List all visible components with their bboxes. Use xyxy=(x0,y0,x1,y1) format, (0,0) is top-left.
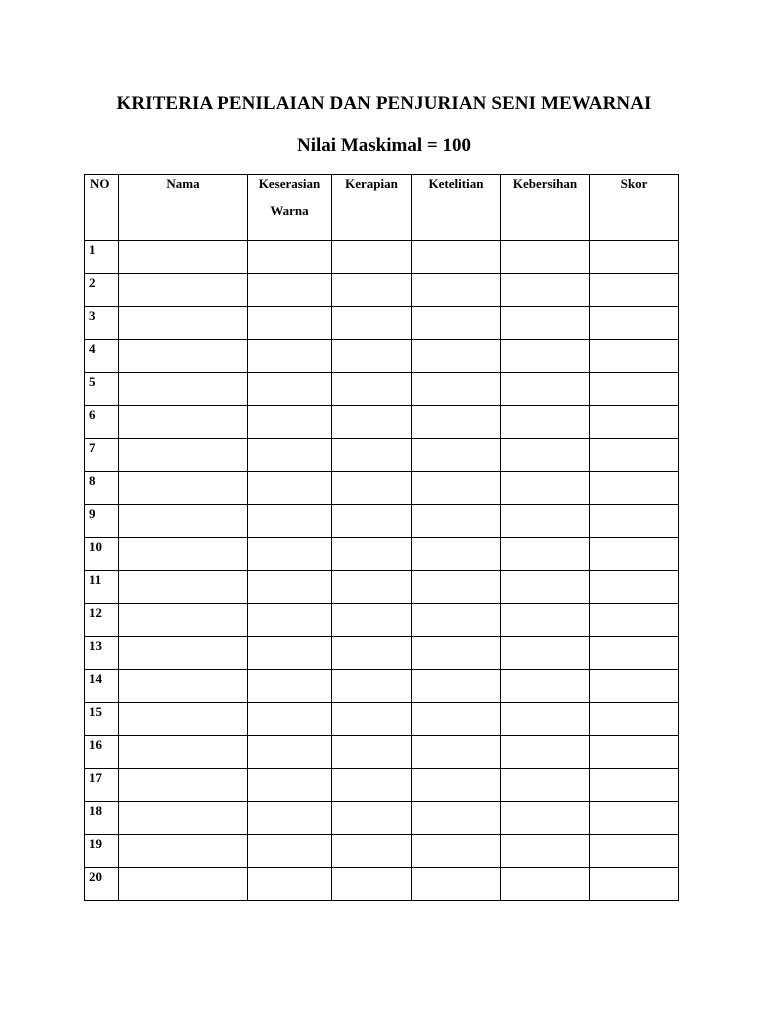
cell-kerapian[interactable] xyxy=(332,472,412,505)
header-keserasian-line2: Warna xyxy=(270,203,309,218)
cell-kerapian[interactable] xyxy=(332,571,412,604)
row-number: 10 xyxy=(89,539,102,554)
cell-nama[interactable] xyxy=(119,505,248,538)
cell-skor[interactable] xyxy=(590,472,679,505)
row-number: 17 xyxy=(89,770,102,785)
row-number-cell xyxy=(85,307,119,340)
cell-ketelitian[interactable] xyxy=(412,637,501,670)
row-number: 7 xyxy=(89,440,96,455)
cell-ketelitian[interactable] xyxy=(412,703,501,736)
row-number: 5 xyxy=(89,374,96,389)
cell-nama[interactable] xyxy=(119,340,248,373)
cell-skor[interactable] xyxy=(590,670,679,703)
table-row xyxy=(85,472,679,505)
score-table xyxy=(84,174,679,901)
cell-kebersihan[interactable] xyxy=(501,769,590,802)
cell-nama[interactable] xyxy=(119,604,248,637)
header-nama: Nama xyxy=(119,175,248,241)
row-number: 14 xyxy=(89,671,102,686)
cell-skor[interactable] xyxy=(590,571,679,604)
cell-nama[interactable] xyxy=(119,703,248,736)
cell-ketelitian[interactable] xyxy=(412,472,501,505)
cell-kebersihan[interactable] xyxy=(501,472,590,505)
cell-kerapian[interactable] xyxy=(332,340,412,373)
cell-keserasian-warna[interactable] xyxy=(248,340,332,373)
cell-skor[interactable] xyxy=(590,538,679,571)
cell-skor[interactable] xyxy=(590,340,679,373)
cell-nama[interactable] xyxy=(119,802,248,835)
table-row xyxy=(85,439,679,472)
table-row xyxy=(85,736,679,769)
row-number-cell xyxy=(85,505,119,538)
row-number: 1 xyxy=(89,242,96,257)
row-number-cell xyxy=(85,802,119,835)
row-number: 19 xyxy=(89,836,102,851)
row-number-cell xyxy=(85,274,119,307)
table-row xyxy=(85,769,679,802)
cell-keserasian-warna[interactable] xyxy=(248,736,332,769)
cell-keserasian-warna[interactable] xyxy=(248,571,332,604)
row-number-cell xyxy=(85,472,119,505)
cell-kerapian[interactable] xyxy=(332,736,412,769)
cell-kebersihan[interactable] xyxy=(501,538,590,571)
row-number: 4 xyxy=(89,341,96,356)
cell-kerapian[interactable] xyxy=(332,802,412,835)
cell-keserasian-warna[interactable] xyxy=(248,373,332,406)
row-number-cell xyxy=(85,769,119,802)
row-number-cell xyxy=(85,571,119,604)
cell-nama[interactable] xyxy=(119,670,248,703)
cell-ketelitian[interactable] xyxy=(412,241,501,274)
cell-ketelitian[interactable] xyxy=(412,736,501,769)
cell-nama[interactable] xyxy=(119,637,248,670)
table-row xyxy=(85,868,679,901)
table-row xyxy=(85,373,679,406)
cell-kebersihan[interactable] xyxy=(501,670,590,703)
cell-ketelitian[interactable] xyxy=(412,406,501,439)
cell-keserasian-warna[interactable] xyxy=(248,769,332,802)
cell-skor[interactable] xyxy=(590,406,679,439)
table-row xyxy=(85,703,679,736)
cell-skor[interactable] xyxy=(590,637,679,670)
table-row xyxy=(85,340,679,373)
cell-keserasian-warna[interactable] xyxy=(248,802,332,835)
cell-kerapian[interactable] xyxy=(332,835,412,868)
cell-kerapian[interactable] xyxy=(332,439,412,472)
cell-kebersihan[interactable] xyxy=(501,637,590,670)
row-number-cell xyxy=(85,670,119,703)
cell-ketelitian[interactable] xyxy=(412,802,501,835)
cell-nama[interactable] xyxy=(119,439,248,472)
cell-keserasian-warna[interactable] xyxy=(248,604,332,637)
cell-nama[interactable] xyxy=(119,538,248,571)
cell-kebersihan[interactable] xyxy=(501,868,590,901)
cell-ketelitian[interactable] xyxy=(412,439,501,472)
cell-skor[interactable] xyxy=(590,307,679,340)
cell-kerapian[interactable] xyxy=(332,505,412,538)
cell-kebersihan[interactable] xyxy=(501,736,590,769)
cell-kebersihan[interactable] xyxy=(501,802,590,835)
header-kebersihan: Kebersihan xyxy=(501,175,590,241)
cell-nama[interactable] xyxy=(119,835,248,868)
cell-ketelitian[interactable] xyxy=(412,835,501,868)
cell-kerapian[interactable] xyxy=(332,406,412,439)
cell-nama[interactable] xyxy=(119,307,248,340)
row-number-cell xyxy=(85,604,119,637)
cell-keserasian-warna[interactable] xyxy=(248,670,332,703)
header-keserasian-warna xyxy=(248,175,332,241)
cell-skor[interactable] xyxy=(590,274,679,307)
cell-keserasian-warna[interactable] xyxy=(248,307,332,340)
cell-skor[interactable] xyxy=(590,505,679,538)
header-ketelitian: Ketelitian xyxy=(412,175,501,241)
cell-ketelitian[interactable] xyxy=(412,571,501,604)
cell-kebersihan[interactable] xyxy=(501,241,590,274)
cell-kebersihan[interactable] xyxy=(501,373,590,406)
cell-ketelitian[interactable] xyxy=(412,340,501,373)
cell-keserasian-warna[interactable] xyxy=(248,538,332,571)
cell-kebersihan[interactable] xyxy=(501,439,590,472)
page-subtitle: Nilai Maskimal = 100 xyxy=(297,135,471,156)
cell-kerapian[interactable] xyxy=(332,274,412,307)
cell-kerapian[interactable] xyxy=(332,868,412,901)
row-number: 20 xyxy=(89,869,102,884)
row-number-cell xyxy=(85,835,119,868)
header-kerapian: Kerapian xyxy=(332,175,412,241)
row-number-cell xyxy=(85,406,119,439)
cell-kerapian[interactable] xyxy=(332,373,412,406)
cell-ketelitian[interactable] xyxy=(412,505,501,538)
cell-skor[interactable] xyxy=(590,802,679,835)
cell-kerapian[interactable] xyxy=(332,538,412,571)
cell-ketelitian[interactable] xyxy=(412,373,501,406)
cell-skor[interactable] xyxy=(590,439,679,472)
cell-kebersihan[interactable] xyxy=(501,406,590,439)
cell-kebersihan[interactable] xyxy=(501,307,590,340)
cell-kebersihan[interactable] xyxy=(501,835,590,868)
cell-ketelitian[interactable] xyxy=(412,769,501,802)
cell-keserasian-warna[interactable] xyxy=(248,241,332,274)
cell-nama[interactable] xyxy=(119,769,248,802)
row-number-cell xyxy=(85,703,119,736)
cell-nama[interactable] xyxy=(119,868,248,901)
cell-nama[interactable] xyxy=(119,241,248,274)
cell-nama[interactable] xyxy=(119,274,248,307)
cell-kerapian[interactable] xyxy=(332,604,412,637)
cell-kerapian[interactable] xyxy=(332,703,412,736)
table-row xyxy=(85,406,679,439)
row-number: 13 xyxy=(89,638,102,653)
table-row xyxy=(85,670,679,703)
row-number: 15 xyxy=(89,704,102,719)
cell-skor[interactable] xyxy=(590,868,679,901)
header-row xyxy=(85,175,679,241)
cell-kerapian[interactable] xyxy=(332,307,412,340)
cell-nama[interactable] xyxy=(119,571,248,604)
cell-keserasian-warna[interactable] xyxy=(248,274,332,307)
row-number-cell xyxy=(85,538,119,571)
cell-keserasian-warna[interactable] xyxy=(248,406,332,439)
table-row xyxy=(85,241,679,274)
cell-nama[interactable] xyxy=(119,406,248,439)
cell-skor[interactable] xyxy=(590,241,679,274)
cell-kebersihan[interactable] xyxy=(501,604,590,637)
row-number: 8 xyxy=(89,473,96,488)
row-number: 2 xyxy=(89,275,96,290)
row-number-cell xyxy=(85,868,119,901)
cell-skor[interactable] xyxy=(590,769,679,802)
page-title: KRITERIA PENILAIAN DAN PENJURIAN SENI MEWARNAI xyxy=(116,93,652,114)
table-row xyxy=(85,538,679,571)
row-number-cell xyxy=(85,637,119,670)
row-number: 12 xyxy=(89,605,102,620)
header-no: NO xyxy=(85,175,119,241)
cell-ketelitian[interactable] xyxy=(412,670,501,703)
cell-kerapian[interactable] xyxy=(332,670,412,703)
cell-skor[interactable] xyxy=(590,373,679,406)
row-number-cell xyxy=(85,439,119,472)
row-number-cell xyxy=(85,736,119,769)
cell-kebersihan[interactable] xyxy=(501,703,590,736)
row-number: 6 xyxy=(89,407,96,422)
table-row xyxy=(85,274,679,307)
cell-nama[interactable] xyxy=(119,373,248,406)
cell-keserasian-warna[interactable] xyxy=(248,472,332,505)
cell-keserasian-warna[interactable] xyxy=(248,505,332,538)
cell-kerapian[interactable] xyxy=(332,637,412,670)
row-number-cell xyxy=(85,373,119,406)
cell-skor[interactable] xyxy=(590,604,679,637)
cell-keserasian-warna[interactable] xyxy=(248,439,332,472)
cell-ketelitian[interactable] xyxy=(412,604,501,637)
row-number: 16 xyxy=(89,737,102,752)
cell-kerapian[interactable] xyxy=(332,241,412,274)
cell-keserasian-warna[interactable] xyxy=(248,835,332,868)
cell-ketelitian[interactable] xyxy=(412,274,501,307)
cell-kebersihan[interactable] xyxy=(501,340,590,373)
cell-kerapian[interactable] xyxy=(332,769,412,802)
cell-keserasian-warna[interactable] xyxy=(248,637,332,670)
table-row xyxy=(85,505,679,538)
cell-kebersihan[interactable] xyxy=(501,505,590,538)
header-skor: Skor xyxy=(590,175,679,241)
cell-kebersihan[interactable] xyxy=(501,274,590,307)
cell-ketelitian[interactable] xyxy=(412,307,501,340)
row-number: 18 xyxy=(89,803,102,818)
table-body xyxy=(85,241,679,901)
row-number-cell xyxy=(85,241,119,274)
row-number: 11 xyxy=(89,572,102,587)
cell-skor[interactable] xyxy=(590,736,679,769)
table-row xyxy=(85,637,679,670)
cell-keserasian-warna[interactable] xyxy=(248,868,332,901)
table-row xyxy=(85,604,679,637)
cell-keserasian-warna[interactable] xyxy=(248,703,332,736)
table-row xyxy=(85,571,679,604)
row-number: 9 xyxy=(89,506,96,521)
row-number: 3 xyxy=(89,308,96,323)
cell-skor[interactable] xyxy=(590,703,679,736)
cell-skor[interactable] xyxy=(590,835,679,868)
cell-kebersihan[interactable] xyxy=(501,571,590,604)
header-keserasian-line1: Keserasian xyxy=(258,176,321,191)
cell-nama[interactable] xyxy=(119,472,248,505)
table-row xyxy=(85,802,679,835)
cell-ketelitian[interactable] xyxy=(412,538,501,571)
table-row xyxy=(85,307,679,340)
cell-nama[interactable] xyxy=(119,736,248,769)
table-row xyxy=(85,835,679,868)
row-number-cell xyxy=(85,340,119,373)
cell-ketelitian[interactable] xyxy=(412,868,501,901)
